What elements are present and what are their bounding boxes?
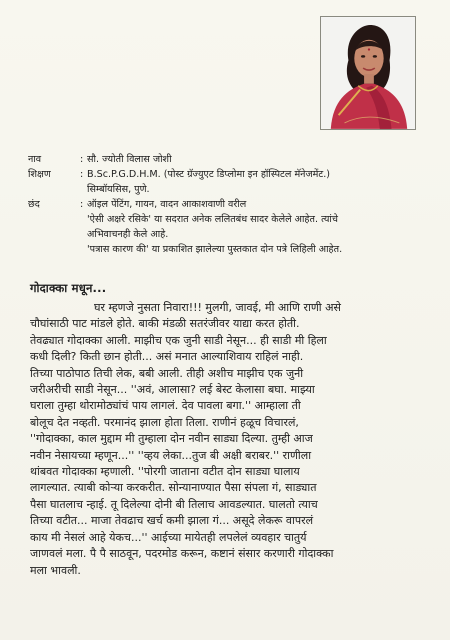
article-body [30, 300, 440, 579]
article-line: लागल्यात. त्याबी कोऱ्या करकरीत. सोन्यानाण्यात पैसा संपला गं, साड्यात [30, 481, 317, 495]
name-label: नाव [28, 154, 42, 165]
article-line: काय मी नेसलं आहे येकच...'' आईच्या मायेतही लपलेलं व्यवहार चातुर्य [30, 530, 307, 544]
article-line: घर म्हणजे नुसता निवारा!!! मुलगी, जावई, मी आणि राणी असे [94, 301, 341, 314]
article-line: चौघांसाठी पाट मांडले होते. बाकी मंडळी सतरंजीवर याद्या करत होती. [30, 317, 300, 331]
education-row [28, 167, 436, 197]
education-label: शिक्षण [28, 169, 51, 180]
hobbies-line: 'ऐसी अक्षरे रसिके' या सदरात अनेक ललितबंध सादर केलेले आहेत. त्यांचे [87, 214, 339, 225]
hobbies-line: अभिवाचनही केले आहे. [87, 229, 169, 240]
hobbies-value [87, 197, 436, 257]
hobbies-colon: : [80, 199, 84, 210]
article-line: तेवढ्यात गोदाक्का आली. माझीच एक जुनी साडी नेसून... ही साडी मी हिला [30, 333, 327, 347]
education-value [87, 167, 436, 197]
article-line: तिच्या पाठोपाठ तिची लेक, बबी आली. तीही अशीच माझीच एक जुनी [30, 366, 304, 380]
education-colon: : [80, 169, 84, 180]
article-line: पैसा घातलाच न्हाई. तू दिलेल्या दोनी बी तिलाच आवडल्यात. घालतो त्याच [30, 497, 318, 511]
article-line: ''गोदाक्का, काल मुद्दाम मी तुम्हाला दोन नवीन साड्या दिल्या. तुम्ही आज [30, 432, 313, 446]
article-title: गोदाक्का मधून... [30, 281, 107, 295]
article-line: जाणवलं मला. पै पै साठवून, पदरमोड करून, कष्टानं संसार करणारी गोदाक्का [30, 547, 334, 561]
education-line: B.Sc.P.G.D.H.M. (पोस्ट ग्रॅज्युएट डिप्लोमा इन हॉस्पिटल मॅनेजमेंट.) [87, 169, 330, 180]
hobbies-line: ऑइल पेंटिंग, गायन, वादन आकाशवाणी वरील [87, 199, 247, 210]
hobbies-row [28, 197, 436, 257]
author-info [28, 152, 436, 257]
article-line: तिच्या वटीत... माजा तेवढाच खर्च कमी झाला गं... असूदे लेकरू वापरलं [30, 514, 314, 528]
article-line: जरीअरीची साडी नेसून... ''अवं, आलासा? लई बेस्ट केलासा बघा. माझ्या [30, 383, 315, 397]
article-line: बोलूच देत नव्हती. परमानंद झाला होता तिला. राणीनं हळूच विचारलं, [30, 415, 299, 429]
article-line: नवीन नेसायच्या म्हणून...'' ''व्हय लेका...तुज बी अक्षी बराबर.'' राणीला [30, 448, 312, 462]
author-photo [320, 16, 416, 130]
author-portrait [321, 17, 415, 129]
article-line: थांबवत गोदाक्का म्हणाली. ''पोरगी जाताना वटीत दोन साड्या घालाय [30, 465, 300, 479]
hobbies-label: छंद [28, 199, 40, 210]
hobbies-line: 'पत्रास कारण की' या प्रकाशित झालेल्या पुस्तकात दोन पत्रे लिहिली आहेत. [87, 244, 343, 255]
name-colon: : [80, 154, 84, 165]
article-line: घराला तुम्हा थोरामोठ्यांचं पाय लागलं. देव पावला बगा.'' आम्हाला ती [30, 399, 301, 413]
education-line: सिम्बॉयसिस, पुणे. [87, 184, 150, 195]
article-line: मला भावली. [30, 563, 81, 577]
name-row [28, 152, 436, 167]
name-value: सौ. ज्योती विलास जोशी [87, 154, 172, 165]
article-line: कधी दिली? किती छान होती... असं मनात आल्याशिवाय राहिलं नाही. [30, 350, 304, 364]
